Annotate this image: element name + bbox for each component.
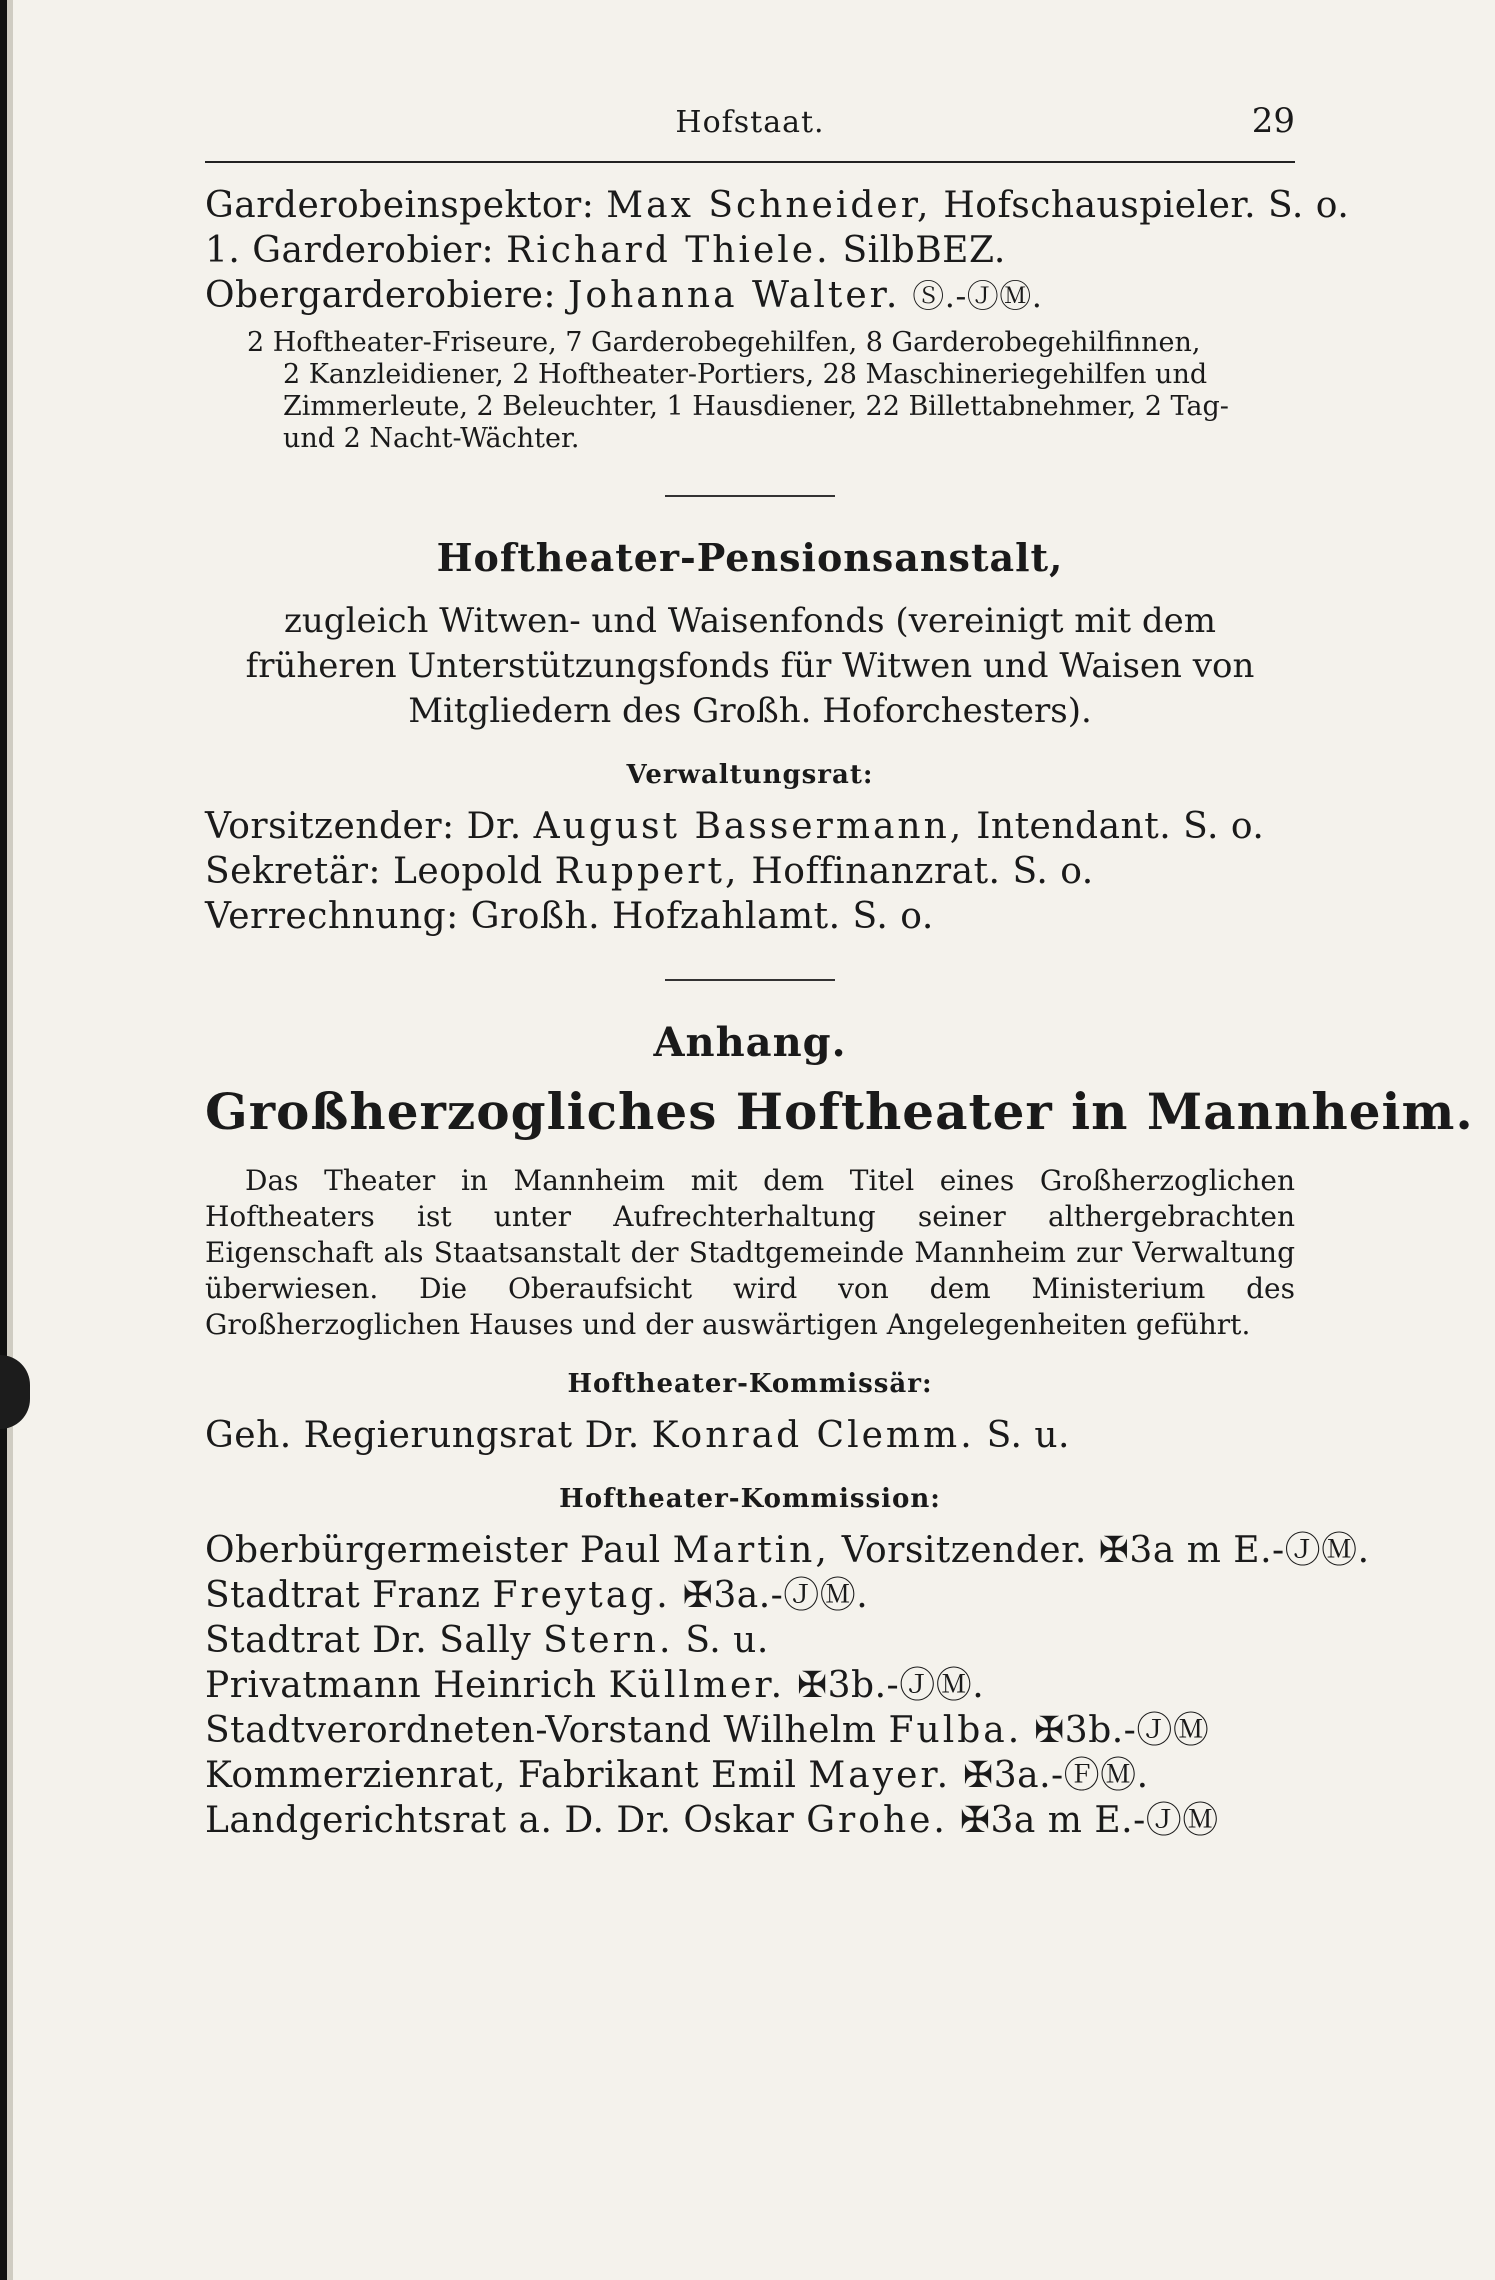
staff-detail: SilbBEZ. bbox=[842, 230, 1006, 271]
staff-name: Johanna Walter. bbox=[567, 275, 901, 316]
commission-detail: Vorsitzender. ✠3a m E.-ⒿⓂ. bbox=[841, 1530, 1370, 1571]
commission-role: Kommerzienrat, Fabrikant Emil bbox=[205, 1755, 797, 1796]
board-role: Verrechnung: bbox=[205, 896, 459, 937]
staff-name: Richard Thiele. bbox=[506, 230, 831, 271]
commission-detail: ✠3b.-ⒿⓂ bbox=[1034, 1710, 1210, 1751]
pension-line: Mitgliedern des Großh. Hoforchesters). bbox=[408, 691, 1092, 731]
board-role: Vorsitzender: Dr. bbox=[205, 806, 522, 847]
commission-detail: ✠3a m E.-ⒿⓂ bbox=[959, 1800, 1219, 1841]
commission-entry bbox=[205, 1708, 1295, 1753]
commission-list bbox=[205, 1528, 1370, 1843]
board-entry bbox=[205, 804, 1295, 849]
staff-detail: Ⓢ.-ⒿⓂ. bbox=[912, 277, 1043, 315]
header-rule bbox=[205, 161, 1295, 163]
pension-line: früheren Unterstützungsfonds für Witwen und Waisen von bbox=[245, 646, 1255, 686]
board-entry bbox=[205, 849, 1295, 894]
commission-name: Fulba. bbox=[888, 1710, 1023, 1751]
pension-heading: Hoftheater-Pensionsanstalt, bbox=[436, 535, 1064, 580]
staff-entry bbox=[205, 273, 1295, 319]
board-name: August Bassermann, bbox=[533, 806, 965, 847]
appendix-title: Großherzogliches Hoftheater in Mannheim. bbox=[205, 1082, 1474, 1141]
commission-role: Stadtrat Dr. Sally bbox=[205, 1620, 532, 1661]
appendix-heading: Anhang. bbox=[653, 1019, 847, 1066]
staff-entry bbox=[205, 183, 1350, 228]
board-list bbox=[205, 804, 1295, 939]
commission-role: Oberbürgermeister Paul bbox=[205, 1530, 661, 1571]
pension-description bbox=[205, 599, 1295, 734]
commission-name: Stern. bbox=[543, 1620, 674, 1661]
commissioner-role: Geh. Regierungsrat Dr. bbox=[205, 1415, 640, 1456]
appendix-text: Das Theater in Mannheim mit dem Titel eines Großherzoglichen Hoftheaters ist unter Aufrechterhaltung seiner althergebrachten Eigenschaft als Staatsanstalt der Stadtgemeinde Mannheim zur Verwaltung überwiesen. Die Oberaufsicht wird von dem Ministerium des Großherzoglichen Hauses und der auswärtigen Angelegenheiten geführt. bbox=[205, 1164, 1295, 1341]
commission-name: Mayer. bbox=[808, 1755, 952, 1796]
commission-name: Freytag. bbox=[492, 1575, 671, 1616]
commission-entry bbox=[205, 1528, 1370, 1573]
commissioner-detail: S. u. bbox=[986, 1415, 1070, 1456]
board-detail: Intendant. S. o. bbox=[976, 806, 1265, 847]
staff-role: 1. Garderobier: bbox=[205, 230, 495, 271]
commission-entry bbox=[205, 1573, 1295, 1618]
board-heading: Verwaltungsrat: bbox=[626, 760, 874, 790]
staff-name: Max Schneider, bbox=[606, 185, 932, 226]
page-binding-edge bbox=[0, 0, 7, 2280]
commission-detail: ✠3a.-ⒿⓂ. bbox=[682, 1575, 869, 1616]
staff-entry bbox=[205, 228, 1295, 273]
board-name: Großh. Hofzahlamt. bbox=[470, 896, 841, 937]
commission-role: Privatmann Heinrich bbox=[205, 1665, 597, 1706]
commission-entry bbox=[205, 1753, 1295, 1798]
commission-heading: Hoftheater-Kommission: bbox=[559, 1484, 941, 1514]
commission-entry bbox=[205, 1663, 1295, 1708]
commissioner-entry bbox=[205, 1413, 1295, 1458]
binding-hole bbox=[0, 1355, 30, 1429]
commission-entry bbox=[205, 1618, 1295, 1663]
page-binding-shadow bbox=[7, 0, 13, 2280]
board-detail: Hoffinanzrat. S. o. bbox=[751, 851, 1094, 892]
staff-note-line: Zimmerleute, 2 Beleuchter, 1 Hausdiener, 22 Billettabnehmer, 2 Tag- bbox=[283, 391, 1229, 422]
commissioner-heading: Hoftheater-Kommissär: bbox=[567, 1369, 933, 1399]
commission-name: Martin, bbox=[672, 1530, 830, 1571]
commissioner-name: Konrad Clemm. bbox=[651, 1415, 975, 1456]
staff-note-line: 2 Kanzleidiener, 2 Hoftheater-Portiers, 28 Maschineriegehilfen und bbox=[283, 359, 1208, 390]
section-divider bbox=[665, 495, 835, 497]
page-number: 29 bbox=[1251, 101, 1295, 141]
commission-role: Landgerichtsrat a. D. Dr. Oskar bbox=[205, 1800, 795, 1841]
staff-note-line: 2 Hoftheater-Friseure, 7 Garderobegehilfen, 8 Garderobegehilfinnen, bbox=[247, 327, 1201, 358]
commission-detail: S. u. bbox=[685, 1620, 769, 1661]
board-role: Sekretär: Leopold bbox=[205, 851, 543, 892]
page-content bbox=[205, 95, 1474, 1843]
commission-name: Grohe. bbox=[806, 1800, 948, 1841]
running-header bbox=[205, 95, 1295, 161]
staff-note-line: und 2 Nacht-Wächter. bbox=[283, 423, 580, 454]
commission-detail: ✠3a.-ⒻⓂ. bbox=[963, 1755, 1149, 1796]
commission-role: Stadtrat Franz bbox=[205, 1575, 481, 1616]
header-title: Hofstaat. bbox=[675, 105, 825, 140]
pension-line: zugleich Witwen- und Waisenfonds (vereinigt mit dem bbox=[284, 601, 1216, 641]
section-divider bbox=[665, 979, 835, 981]
board-detail: S. o. bbox=[852, 896, 934, 937]
commission-detail: ✠3b.-ⒿⓂ. bbox=[796, 1665, 985, 1706]
staff-list bbox=[205, 183, 1350, 319]
commission-entry bbox=[205, 1798, 1295, 1843]
staff-note bbox=[247, 327, 1287, 455]
board-entry bbox=[205, 894, 1295, 939]
commission-name: Küllmer. bbox=[608, 1665, 786, 1706]
staff-role: Obergarderobiere: bbox=[205, 275, 557, 316]
commission-role: Stadtverordneten-Vorstand Wilhelm bbox=[205, 1710, 877, 1751]
staff-detail: Hofschauspieler. S. o. bbox=[943, 185, 1350, 226]
staff-role: Garderobeinspektor: bbox=[205, 185, 595, 226]
board-name: Ruppert, bbox=[554, 851, 740, 892]
